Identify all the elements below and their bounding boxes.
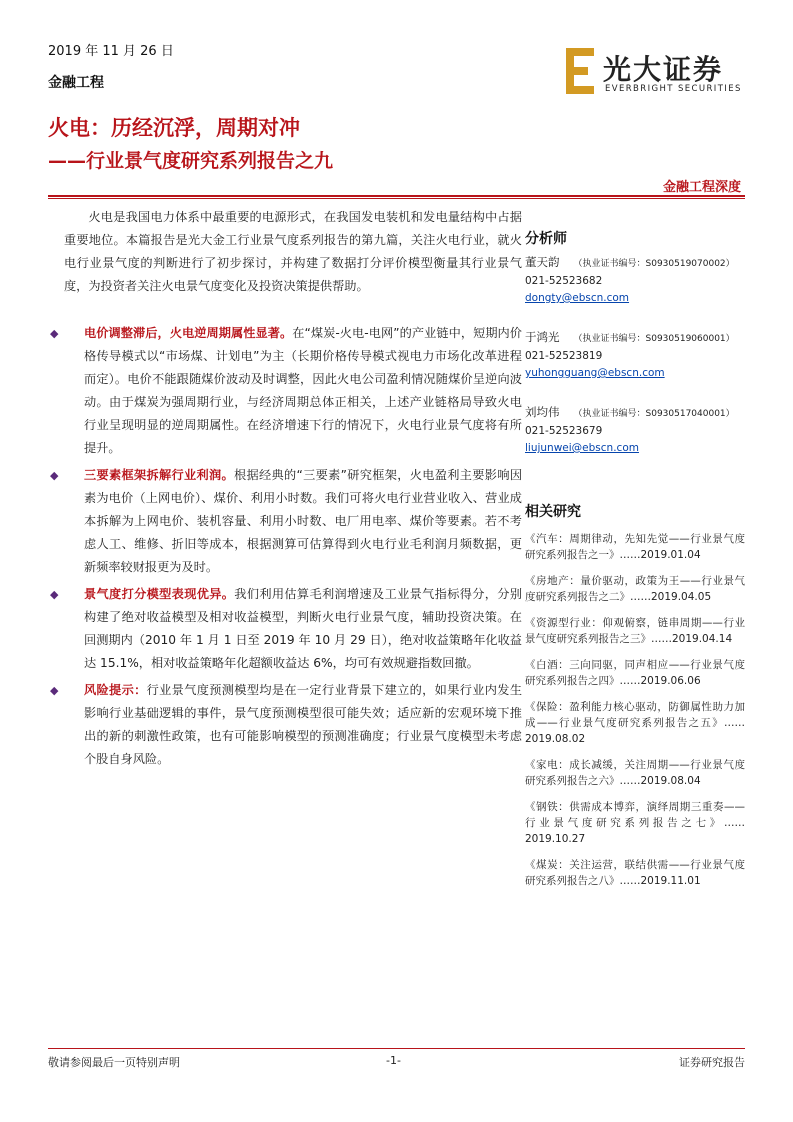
analyst-card [525, 404, 745, 457]
analyst-phone: 021-52523682 [525, 275, 603, 287]
report-date: 2019 年 11 月 26 日 [48, 44, 174, 59]
report-category: 金融工程 [48, 75, 104, 91]
analyst-name: 于鸿光 [525, 330, 560, 344]
related-item[interactable]: 《煤炭：关注运营，联结供需——行业景气度研究系列报告之八》……2019.11.01 [525, 859, 745, 887]
related-list [525, 531, 745, 889]
analyst-card [525, 254, 745, 307]
analyst-email-link[interactable]: yuhongguang@ebscn.com [525, 367, 665, 379]
everbright-logo-icon [566, 48, 594, 94]
analyst-card [525, 329, 745, 382]
related-item[interactable]: 《钢铁：供需成本博弈，演绎周期三重奏——行业景气度研究系列报告之七》……2019.10.27 [525, 801, 745, 845]
bullet-item [50, 679, 523, 771]
bullet-text: 我们利用估算毛利润增速及工业景气指标得分，分别构建了绝对收益模型及相对收益模型，判断火电行业景气度，辅助投资决策。在回测期内（2010 年 1 月 1 日至 2019 年 10 月 29 日），绝对收益策略年化收益达 15.1%，相对收益策略年化超额收益达 6%，均可有效规避指数回撤。 [84, 587, 523, 670]
report-type: 金融工程深度 [662, 180, 741, 195]
related-item[interactable]: 《保险：盈利能力核心驱动，防御属性助力加成——行业景气度研究系列报告之五》……2019.08.02 [525, 701, 745, 745]
related-item[interactable]: 《资源型行业：仰观俯察，链串周期——行业景气度研究系列报告之三》……2019.04.14 [525, 617, 745, 645]
main-column [50, 206, 523, 771]
analyst-phone: 021-52523679 [525, 425, 603, 437]
sidebar [525, 206, 745, 889]
logo-english: EVERBRIGHT SECURITIES [605, 84, 742, 94]
logo-wordmark: 光大证券 [603, 53, 724, 86]
bullet-text: 根据经典的“三要素”研究框架，火电盈利主要影响因素为电价（上网电价）、煤价、利用小时数。我们可将火电行业营业收入、营业成本拆解为上网电价、装机容量、利用小时数、电厂用电率、煤价等要素。若不考虑人工、维修、折旧等成本，根据测算可估算得到火电行业毛利润月频数据，更新频率较财报更为及时。 [84, 468, 523, 574]
header-rule [48, 195, 745, 197]
footer-rule [48, 1048, 745, 1049]
analyst-cert: （执业证书编号：S0930517040001） [573, 409, 735, 419]
bullet-lead: 电价调整滞后，火电逆周期属性显著。 [84, 326, 293, 340]
related-item[interactable]: 《家电：成长减缓，关注周期——行业景气度研究系列报告之六》……2019.08.04 [525, 759, 745, 787]
bullet-lead: 景气度打分模型表现优异。 [84, 587, 235, 601]
analyst-email-link[interactable]: liujunwei@ebscn.com [525, 442, 639, 454]
header-rule-thin [48, 198, 745, 199]
analyst-cert: （执业证书编号：S0930519070002） [573, 259, 735, 269]
bullet-lead: 三要素框架拆解行业利润。 [84, 468, 235, 482]
related-item[interactable]: 《房地产：量价驱动，政策为王——行业景气度研究系列报告之二》……2019.04.05 [525, 575, 745, 603]
report-subtitle: ——行业景气度研究系列报告之九 [48, 150, 334, 172]
related-heading: 相关研究 [525, 504, 581, 520]
analyst-cert: （执业证书编号：S0930519060001） [573, 334, 735, 344]
bullet-text: 行业景气度预测模型均是在一定行业背景下建立的，如果行业内发生影响行业基础逻辑的事件，景气度预测模型很可能失效；适应新的宏观环境下推出的新的刺激性政策，也有可能影响模型的预测准确度；行业景气度模型未考虑个股自身风险。 [84, 683, 523, 766]
diamond-bullet-icon: ◆ [50, 469, 59, 482]
page-number: -1- [386, 1054, 401, 1067]
analyst-name: 董天韵 [525, 255, 560, 269]
bullet-text: 在“煤炭-火电-电网”的产业链中，短期内价格传导模式以“市场煤、计划电”为主（长期价格传导模式视电力市场化改革进程而定）。电价不能跟随煤价波动及时调整，因此火电公司盈利情况随煤价呈逆向波动。由于煤炭为强周期行业，与经济周期总体正相关，上述产业链格局导致火电行业呈现明显的逆周期属性。在经济增速下行的情况下，火电行业景气度将有所提升。 [84, 326, 522, 455]
intro-paragraph: 火电是我国电力体系中最重要的电源形式，在我国发电装机和发电量结构中占据重要地位。本篇报告是光大金工行业景气度系列报告的第九篇，关注火电行业，就火电行业景气度的判断进行了初步探讨，并构建了数据打分评价模型衡量其行业景气度，为投资者关注火电景气度变化及投资决策提供帮助。 [64, 210, 522, 293]
analyst-heading: 分析师 [525, 231, 567, 247]
diamond-bullet-icon: ◆ [50, 684, 59, 697]
footer-label: 证券研究报告 [679, 1056, 745, 1069]
diamond-bullet-icon: ◆ [50, 588, 59, 601]
analyst-phone: 021-52523819 [525, 350, 603, 362]
bullet-lead: 风险提示： [84, 683, 147, 697]
footer-disclaimer: 敬请参阅最后一页特别声明 [48, 1056, 180, 1069]
analyst-email-link[interactable]: dongty@ebscn.com [525, 292, 630, 304]
bullet-item [50, 322, 522, 460]
related-item[interactable]: 《汽车：周期律动，先知先觉——行业景气度研究系列报告之一》……2019.01.04 [525, 533, 745, 561]
report-title: 火电：历经沉浮，周期对冲 [48, 116, 300, 140]
bullet-item [50, 464, 523, 579]
diamond-bullet-icon: ◆ [50, 327, 59, 340]
bullet-item [50, 583, 523, 675]
analyst-name: 刘均伟 [525, 405, 560, 419]
related-item[interactable]: 《白酒：三向同驱，同声相应——行业景气度研究系列报告之四》……2019.06.06 [525, 659, 745, 687]
